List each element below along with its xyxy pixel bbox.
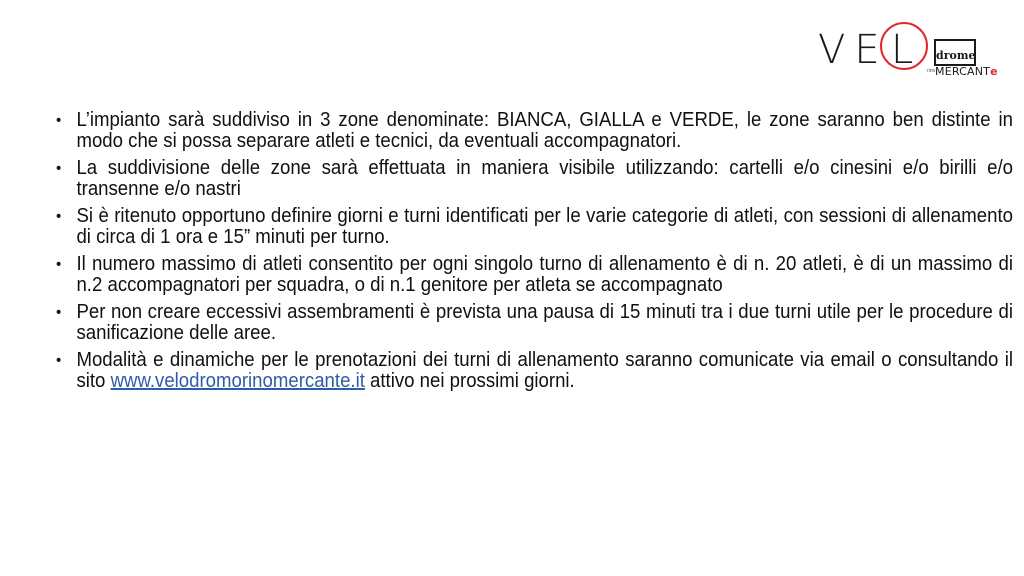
bullet-text: Il numero massimo di atleti consentito per ogni singolo turno di allenamento è di n. 20 atleti, è di un massimo di n.2 accompagnatori per squadra, o di n.1 genitore per atleta se accompagnato <box>76 253 1013 296</box>
logo-drome-text: drome <box>936 49 976 62</box>
bullet-text-before: Modalità e dinamiche per le prenotazioni dei turni di allenamento saranno comunicate via email o consultando il sito <box>76 349 1013 392</box>
bullet-text: Si è ritenuto opportuno definire giorni e turni identificati per le varie categorie di atleti, con sessioni di allenamento di circa di 1 ora e 15” minuti per turno. <box>76 205 1013 248</box>
bullet-item-max-athletes <box>56 254 1013 296</box>
bullet-list <box>56 109 1013 398</box>
website-link[interactable]: www.velodromorinomercante.it <box>110 370 365 392</box>
bullet-dot: • <box>56 352 62 369</box>
logo-l-text: L <box>891 27 914 73</box>
bullet-dot: • <box>56 208 62 225</box>
logo-mercante-prefix: MERCANT <box>935 65 991 78</box>
bullet-item-zones <box>56 110 1013 152</box>
bullet-dot: • <box>56 160 62 177</box>
logo-small-text: rino <box>927 68 936 74</box>
bullet-item-shifts <box>56 206 1013 248</box>
logo-mercante-suffix: e <box>990 65 998 78</box>
bullet-text-after: attivo nei prossimi giorni. <box>364 370 575 392</box>
velodrome-logo <box>818 22 998 88</box>
bullet-dot: • <box>56 304 62 321</box>
logo-mercante-text <box>935 66 998 78</box>
bullet-dot: • <box>56 112 62 129</box>
bullet-text: La suddivisione delle zone sarà effettuata in maniera visibile utilizzando: cartelli e/o cinesini e/o birilli e/o transenne e/o nastri <box>76 157 1013 200</box>
bullet-item-pause <box>56 302 1013 344</box>
logo-ve-text: VE <box>818 27 889 73</box>
bullet-dot: • <box>56 256 62 273</box>
bullet-text: L’impianto sarà suddiviso in 3 zone denominate: BIANCA, GIALLA e VERDE, le zone saranno ben distinte in modo che si possa separare atleti e tecnici, da eventuali accompagnatori. <box>76 109 1013 152</box>
bullet-item-zone-division <box>56 158 1013 200</box>
bullet-text: Per non creare eccessivi assembramenti è prevista una pausa di 15 minuti tra i due turni utile per le procedure di sanificazione delle aree. <box>76 301 1013 344</box>
bullet-item-booking <box>56 350 1013 392</box>
